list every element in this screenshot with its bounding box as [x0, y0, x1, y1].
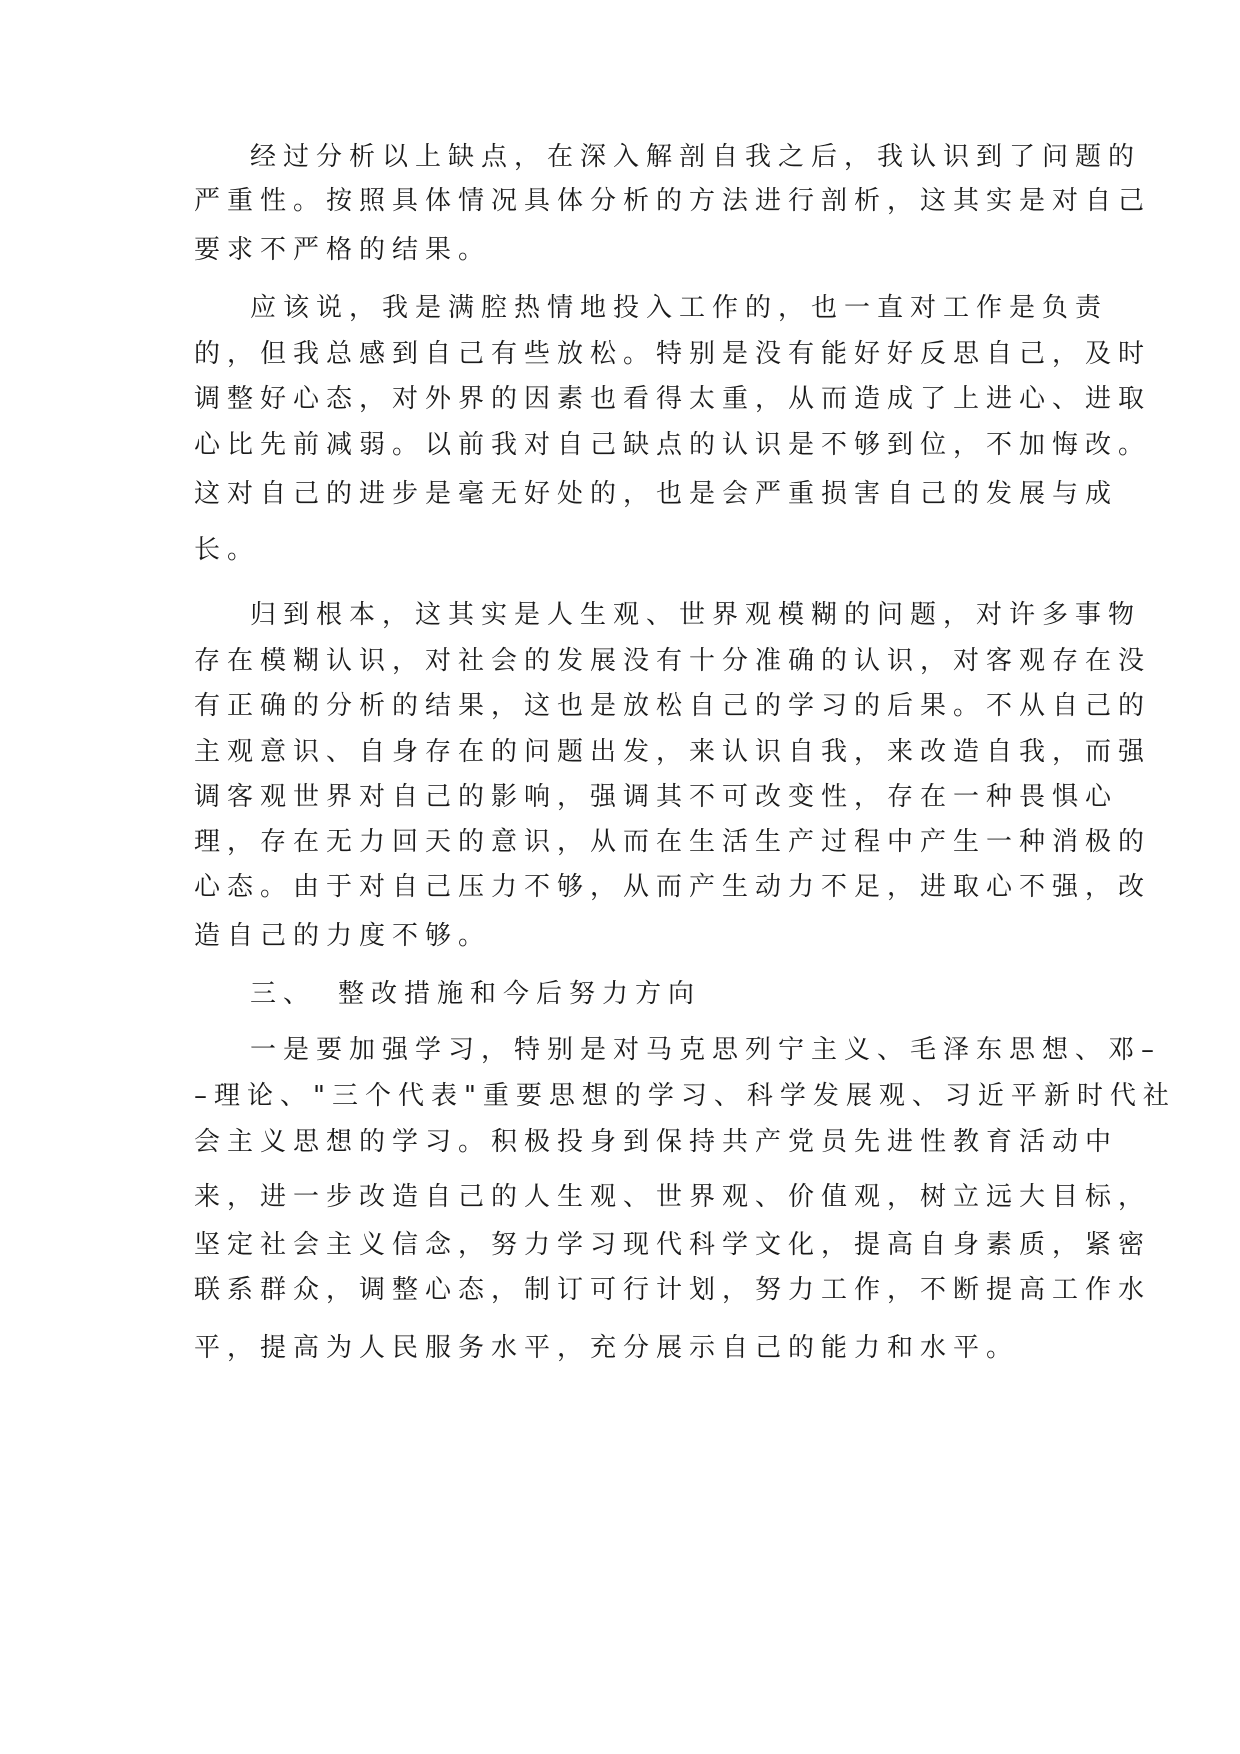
paragraph-3-line-7: 心态。由于对自己压力不够，从而产生动力不足，进取心不强，改: [194, 872, 1152, 902]
paragraph-2-line-5: 这对自己的进步是毫无好处的，也是会严重损害自己的发展与成: [194, 479, 1119, 509]
paragraph-3-line-1: 归到根本，这其实是人生观、世界观模糊的问题，对许多事物: [250, 600, 1142, 630]
paragraph-3-line-2: 存在模糊认识，对社会的发展没有十分准确的认识，对客观存在没: [194, 646, 1152, 676]
paragraph-2-line-6: 长。: [194, 535, 261, 565]
paragraph-1-line-1: 经过分析以上缺点，在深入解剖自我之后，我认识到了问题的: [250, 142, 1142, 172]
paragraph-2-line-2: 的，但我总感到自己有些放松。特别是没有能好好反思自己，及时: [194, 339, 1152, 369]
paragraph-1-line-3: 要求不严格的结果。: [194, 235, 492, 265]
paragraph-4-line-5: 坚定社会主义信念，努力学习现代科学文化，提高自身素质，紧密: [194, 1230, 1152, 1260]
paragraph-2-line-3: 调整好心态，对外界的因素也看得太重，从而造成了上进心、进取: [194, 384, 1152, 414]
paragraph-4-line-2: –理论、"三个代表"重要思想的学习、科学发展观、习近平新时代社: [194, 1081, 1176, 1111]
section-heading-text: 整改措施和今后努力方向: [338, 979, 702, 1009]
paragraph-3-line-8: 造自己的力度不够。: [194, 921, 492, 951]
paragraph-3-line-3: 有正确的分析的结果，这也是放松自己的学习的后果。不从自己的: [194, 691, 1152, 721]
paragraph-4-line-1: 一是要加强学习，特别是对马克思列宁主义、毛泽东思想、邓–: [250, 1035, 1162, 1065]
section-heading-number: 三、: [250, 979, 317, 1009]
paragraph-1-line-2: 严重性。按照具体情况具体分析的方法进行剖析，这其实是对自己: [194, 186, 1152, 216]
paragraph-3-line-5: 调客观世界对自己的影响，强调其不可改变性，存在一种畏惧心: [194, 782, 1119, 812]
paragraph-2-line-1: 应该说，我是满腔热情地投入工作的，也一直对工作是负责: [250, 293, 1109, 323]
paragraph-3-line-6: 理，存在无力回天的意识，从而在生活生产过程中产生一种消极的: [194, 827, 1152, 857]
paragraph-2-line-4: 心比先前减弱。以前我对自己缺点的认识是不够到位，不加悔改。: [194, 430, 1152, 460]
paragraph-4-line-6: 联系群众，调整心态，制订可行计划，努力工作，不断提高工作水: [194, 1275, 1152, 1305]
paragraph-4-line-3: 会主义思想的学习。积极投身到保持共产党员先进性教育活动中: [194, 1127, 1119, 1157]
paragraph-3-line-4: 主观意识、自身存在的问题出发，来认识自我，来改造自我，而强: [194, 737, 1152, 767]
paragraph-4-line-4: 来，进一步改造自己的人生观、世界观、价值观，树立远大目标，: [194, 1182, 1152, 1212]
section-heading: [250, 974, 701, 1014]
paragraph-4-line-7: 平，提高为人民服务水平，充分展示自己的能力和水平。: [194, 1333, 1020, 1363]
